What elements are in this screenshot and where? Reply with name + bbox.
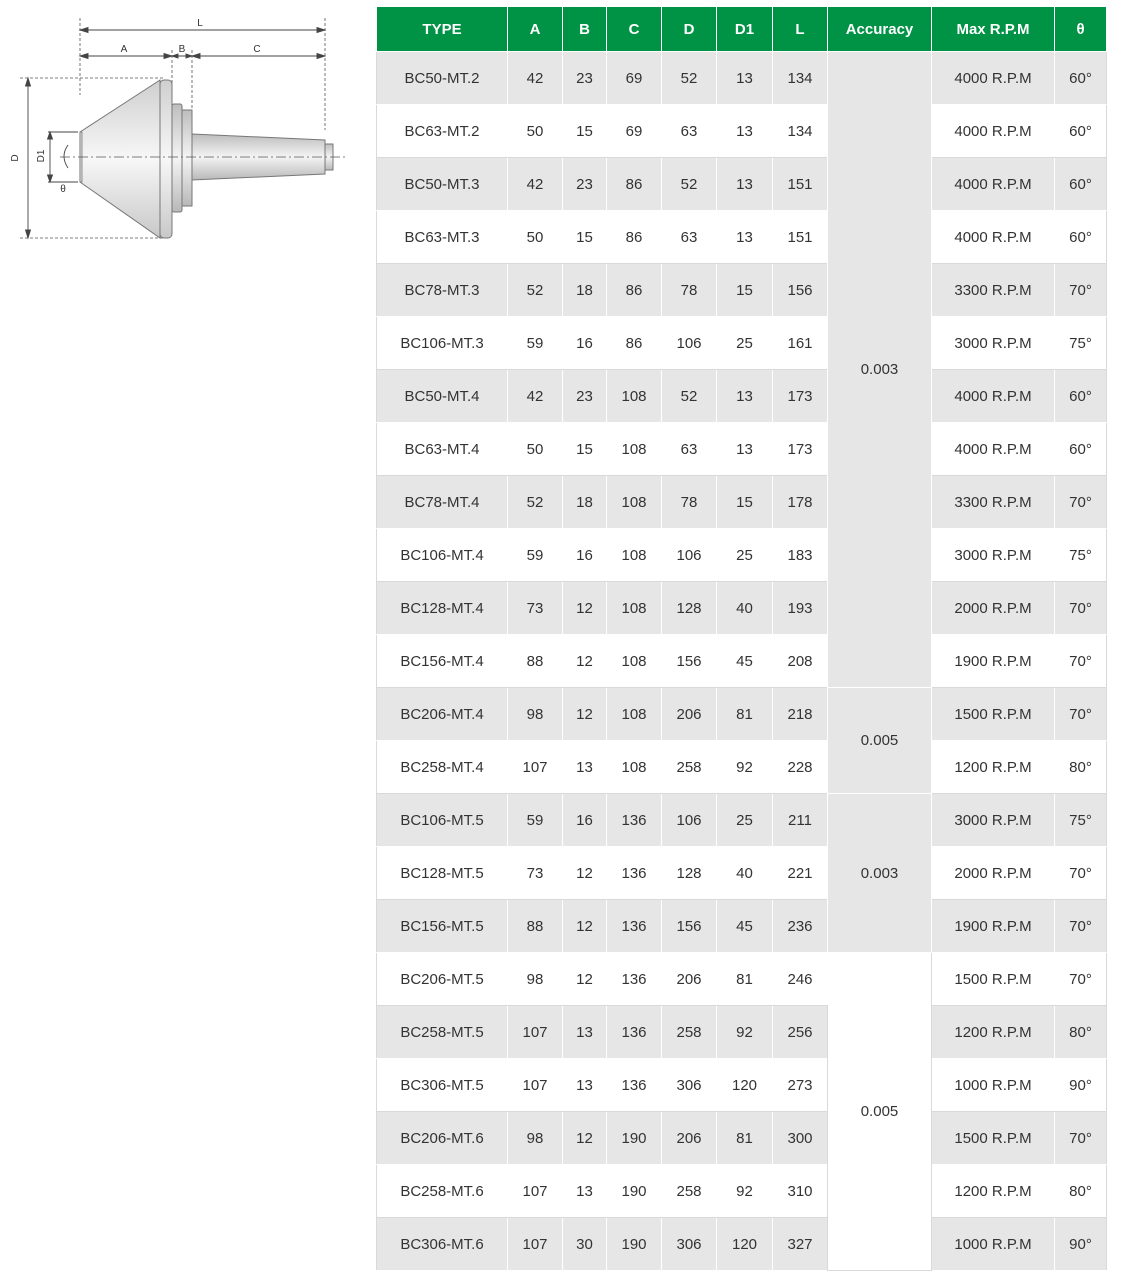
- cell-l: 211: [773, 794, 828, 847]
- cell-b: 13: [563, 1165, 607, 1218]
- cell-theta: 75°: [1055, 529, 1107, 582]
- cell-c: 69: [607, 52, 662, 105]
- cell-theta: 80°: [1055, 1165, 1107, 1218]
- cell-a: 52: [508, 476, 563, 529]
- cell-theta: 70°: [1055, 582, 1107, 635]
- cell-theta: 80°: [1055, 741, 1107, 794]
- table-row: [377, 741, 1107, 794]
- dimension-d: [26, 78, 31, 238]
- table-row: [377, 1059, 1107, 1112]
- cell-theta: 70°: [1055, 900, 1107, 953]
- cell-type: BC106-MT.4: [377, 529, 508, 582]
- cell-theta: 70°: [1055, 847, 1107, 900]
- cell-b: 12: [563, 582, 607, 635]
- table-row: [377, 529, 1107, 582]
- cell-max-rpm: 3300 R.P.M: [932, 264, 1055, 317]
- cell-b: 18: [563, 264, 607, 317]
- header-c: C: [607, 7, 662, 52]
- cell-max-rpm: 4000 R.P.M: [932, 52, 1055, 105]
- table-row: [377, 317, 1107, 370]
- cell-accuracy: 0.003: [828, 794, 932, 953]
- cell-max-rpm: 4000 R.P.M: [932, 158, 1055, 211]
- cell-l: 134: [773, 52, 828, 105]
- cell-l: 221: [773, 847, 828, 900]
- cell-theta: 90°: [1055, 1059, 1107, 1112]
- cell-d: 78: [662, 264, 717, 317]
- cell-max-rpm: 3000 R.P.M: [932, 794, 1055, 847]
- cell-max-rpm: 1900 R.P.M: [932, 635, 1055, 688]
- cell-d1: 40: [717, 847, 773, 900]
- cell-l: 134: [773, 105, 828, 158]
- label-l: L: [197, 18, 203, 29]
- cell-c: 190: [607, 1165, 662, 1218]
- cell-b: 16: [563, 794, 607, 847]
- cell-a: 52: [508, 264, 563, 317]
- cell-a: 42: [508, 52, 563, 105]
- cell-d: 63: [662, 105, 717, 158]
- cell-a: 50: [508, 423, 563, 476]
- cell-l: 256: [773, 1006, 828, 1059]
- cell-type: BC258-MT.5: [377, 1006, 508, 1059]
- cell-a: 50: [508, 211, 563, 264]
- cell-c: 136: [607, 1006, 662, 1059]
- header-d: D: [662, 7, 717, 52]
- cell-d: 128: [662, 847, 717, 900]
- table-row: [377, 370, 1107, 423]
- cell-accuracy: 0.005: [828, 953, 932, 1271]
- table-row: [377, 953, 1107, 1006]
- cell-type: BC258-MT.4: [377, 741, 508, 794]
- table-row: [377, 635, 1107, 688]
- cell-d: 52: [662, 158, 717, 211]
- cell-d1: 15: [717, 476, 773, 529]
- cell-b: 12: [563, 1112, 607, 1165]
- cell-max-rpm: 4000 R.P.M: [932, 423, 1055, 476]
- header-b: B: [563, 7, 607, 52]
- cell-d1: 13: [717, 211, 773, 264]
- cell-theta: 60°: [1055, 370, 1107, 423]
- cell-a: 88: [508, 635, 563, 688]
- cell-d: 63: [662, 211, 717, 264]
- cell-d1: 13: [717, 52, 773, 105]
- cell-c: 108: [607, 741, 662, 794]
- cell-d: 156: [662, 635, 717, 688]
- cell-max-rpm: 2000 R.P.M: [932, 582, 1055, 635]
- cell-d: 258: [662, 1006, 717, 1059]
- label-theta: θ: [60, 184, 66, 195]
- cell-b: 13: [563, 1059, 607, 1112]
- cell-b: 23: [563, 370, 607, 423]
- cell-l: 228: [773, 741, 828, 794]
- table-row: [377, 688, 1107, 741]
- cell-type: BC128-MT.5: [377, 847, 508, 900]
- cell-l: 236: [773, 900, 828, 953]
- dimension-abc: [80, 54, 325, 59]
- cell-b: 12: [563, 688, 607, 741]
- cell-d1: 92: [717, 741, 773, 794]
- cone-head: [160, 80, 172, 238]
- cell-max-rpm: 1200 R.P.M: [932, 1165, 1055, 1218]
- cell-b: 18: [563, 476, 607, 529]
- cell-accuracy: 0.005: [828, 688, 932, 794]
- cell-d: 206: [662, 1112, 717, 1165]
- cell-b: 23: [563, 158, 607, 211]
- cell-a: 98: [508, 1112, 563, 1165]
- cell-d: 306: [662, 1059, 717, 1112]
- cell-l: 156: [773, 264, 828, 317]
- header-d1: D1: [717, 7, 773, 52]
- cell-l: 173: [773, 423, 828, 476]
- cell-d1: 81: [717, 953, 773, 1006]
- cell-d: 52: [662, 52, 717, 105]
- header-l: L: [773, 7, 828, 52]
- cell-l: 246: [773, 953, 828, 1006]
- cell-d1: 13: [717, 158, 773, 211]
- cell-l: 193: [773, 582, 828, 635]
- cell-l: 151: [773, 211, 828, 264]
- theta-arc: [64, 145, 68, 168]
- cell-a: 107: [508, 1218, 563, 1271]
- cell-type: BC50-MT.2: [377, 52, 508, 105]
- cell-d: 156: [662, 900, 717, 953]
- cone-center-diagram: [0, 0, 370, 260]
- cell-d1: 13: [717, 423, 773, 476]
- cell-theta: 70°: [1055, 264, 1107, 317]
- cell-a: 73: [508, 582, 563, 635]
- table-body: [377, 52, 1107, 1271]
- cell-c: 86: [607, 158, 662, 211]
- cell-accuracy: 0.003: [828, 52, 932, 688]
- cell-d1: 25: [717, 794, 773, 847]
- table-row: [377, 847, 1107, 900]
- cell-max-rpm: 1200 R.P.M: [932, 1006, 1055, 1059]
- cell-a: 50: [508, 105, 563, 158]
- table-row: [377, 158, 1107, 211]
- cell-d: 306: [662, 1218, 717, 1271]
- cell-theta: 60°: [1055, 105, 1107, 158]
- cell-a: 107: [508, 1059, 563, 1112]
- cell-l: 178: [773, 476, 828, 529]
- cell-theta: 80°: [1055, 1006, 1107, 1059]
- cell-c: 69: [607, 105, 662, 158]
- cell-a: 42: [508, 370, 563, 423]
- cell-c: 108: [607, 582, 662, 635]
- cell-theta: 70°: [1055, 476, 1107, 529]
- table-row: [377, 1112, 1107, 1165]
- cell-c: 190: [607, 1218, 662, 1271]
- cell-b: 13: [563, 1006, 607, 1059]
- cell-type: BC156-MT.5: [377, 900, 508, 953]
- table-row: [377, 1165, 1107, 1218]
- cell-theta: 60°: [1055, 423, 1107, 476]
- label-d1: D1: [36, 149, 47, 163]
- cell-max-rpm: 1500 R.P.M: [932, 953, 1055, 1006]
- table-header-row: [377, 7, 1107, 52]
- cell-max-rpm: 1900 R.P.M: [932, 900, 1055, 953]
- cell-l: 183: [773, 529, 828, 582]
- spec-table: [376, 6, 1107, 1271]
- cell-max-rpm: 1000 R.P.M: [932, 1059, 1055, 1112]
- cell-max-rpm: 3000 R.P.M: [932, 317, 1055, 370]
- label-a: A: [120, 44, 128, 55]
- cell-b: 13: [563, 741, 607, 794]
- cell-b: 16: [563, 317, 607, 370]
- cell-l: 310: [773, 1165, 828, 1218]
- cell-c: 86: [607, 211, 662, 264]
- cell-d: 206: [662, 688, 717, 741]
- cell-theta: 90°: [1055, 1218, 1107, 1271]
- header-type: TYPE: [377, 7, 508, 52]
- cell-type: BC106-MT.5: [377, 794, 508, 847]
- cell-a: 107: [508, 1165, 563, 1218]
- table-row: [377, 423, 1107, 476]
- cell-d1: 40: [717, 582, 773, 635]
- cell-d: 258: [662, 1165, 717, 1218]
- cell-type: BC306-MT.5: [377, 1059, 508, 1112]
- cell-a: 98: [508, 953, 563, 1006]
- cell-type: BC156-MT.4: [377, 635, 508, 688]
- cell-d: 106: [662, 317, 717, 370]
- cell-c: 136: [607, 794, 662, 847]
- cell-c: 136: [607, 1059, 662, 1112]
- table-row: [377, 105, 1107, 158]
- cell-d1: 92: [717, 1165, 773, 1218]
- cell-l: 327: [773, 1218, 828, 1271]
- cell-l: 218: [773, 688, 828, 741]
- header-accuracy: Accuracy: [828, 7, 932, 52]
- cell-max-rpm: 4000 R.P.M: [932, 370, 1055, 423]
- cell-type: BC206-MT.6: [377, 1112, 508, 1165]
- table-row: [377, 1006, 1107, 1059]
- cell-c: 108: [607, 423, 662, 476]
- cell-max-rpm: 1200 R.P.M: [932, 741, 1055, 794]
- cell-c: 190: [607, 1112, 662, 1165]
- cell-max-rpm: 1000 R.P.M: [932, 1218, 1055, 1271]
- cell-b: 15: [563, 423, 607, 476]
- cell-d1: 120: [717, 1218, 773, 1271]
- cell-d1: 13: [717, 105, 773, 158]
- cell-theta: 60°: [1055, 52, 1107, 105]
- cell-a: 107: [508, 741, 563, 794]
- cell-theta: 75°: [1055, 317, 1107, 370]
- cell-b: 12: [563, 900, 607, 953]
- cell-c: 136: [607, 900, 662, 953]
- cell-type: BC106-MT.3: [377, 317, 508, 370]
- collar-step: [182, 110, 192, 206]
- collar: [172, 104, 182, 212]
- cell-d1: 81: [717, 688, 773, 741]
- cell-type: BC50-MT.3: [377, 158, 508, 211]
- label-d: D: [10, 154, 21, 162]
- cell-d1: 25: [717, 529, 773, 582]
- cell-b: 15: [563, 105, 607, 158]
- cell-l: 208: [773, 635, 828, 688]
- cell-a: 73: [508, 847, 563, 900]
- cell-d1: 81: [717, 1112, 773, 1165]
- cell-a: 107: [508, 1006, 563, 1059]
- cell-d: 106: [662, 529, 717, 582]
- table-row: [377, 52, 1107, 105]
- cell-type: BC206-MT.4: [377, 688, 508, 741]
- cell-d: 63: [662, 423, 717, 476]
- cell-d: 128: [662, 582, 717, 635]
- cell-max-rpm: 1500 R.P.M: [932, 688, 1055, 741]
- cell-l: 300: [773, 1112, 828, 1165]
- cell-theta: 60°: [1055, 158, 1107, 211]
- cell-c: 108: [607, 635, 662, 688]
- cell-c: 108: [607, 529, 662, 582]
- cell-b: 15: [563, 211, 607, 264]
- cell-c: 108: [607, 476, 662, 529]
- cell-type: BC306-MT.6: [377, 1218, 508, 1271]
- cell-theta: 70°: [1055, 635, 1107, 688]
- cell-theta: 70°: [1055, 953, 1107, 1006]
- cell-type: BC78-MT.3: [377, 264, 508, 317]
- cell-d: 52: [662, 370, 717, 423]
- cell-d: 206: [662, 953, 717, 1006]
- cell-d: 106: [662, 794, 717, 847]
- cell-max-rpm: 4000 R.P.M: [932, 105, 1055, 158]
- cell-theta: 60°: [1055, 211, 1107, 264]
- cell-max-rpm: 4000 R.P.M: [932, 211, 1055, 264]
- cell-type: BC206-MT.5: [377, 953, 508, 1006]
- cell-d1: 45: [717, 635, 773, 688]
- cell-b: 12: [563, 635, 607, 688]
- cell-max-rpm: 3300 R.P.M: [932, 476, 1055, 529]
- table-row: [377, 264, 1107, 317]
- cell-theta: 75°: [1055, 794, 1107, 847]
- cell-type: BC63-MT.3: [377, 211, 508, 264]
- cell-type: BC258-MT.6: [377, 1165, 508, 1218]
- cell-c: 86: [607, 264, 662, 317]
- header-a: A: [508, 7, 563, 52]
- cell-type: BC128-MT.4: [377, 582, 508, 635]
- cell-type: BC63-MT.4: [377, 423, 508, 476]
- cell-type: BC63-MT.2: [377, 105, 508, 158]
- cell-d1: 92: [717, 1006, 773, 1059]
- cell-c: 86: [607, 317, 662, 370]
- cell-d: 258: [662, 741, 717, 794]
- cell-d1: 15: [717, 264, 773, 317]
- cell-d1: 13: [717, 370, 773, 423]
- cell-d1: 25: [717, 317, 773, 370]
- cell-max-rpm: 2000 R.P.M: [932, 847, 1055, 900]
- table-row: [377, 582, 1107, 635]
- cell-l: 173: [773, 370, 828, 423]
- cell-c: 136: [607, 953, 662, 1006]
- cell-a: 88: [508, 900, 563, 953]
- cell-b: 30: [563, 1218, 607, 1271]
- cone-body: [80, 80, 160, 238]
- cell-d1: 120: [717, 1059, 773, 1112]
- cell-c: 108: [607, 688, 662, 741]
- cell-max-rpm: 3000 R.P.M: [932, 529, 1055, 582]
- cell-b: 12: [563, 953, 607, 1006]
- cell-l: 161: [773, 317, 828, 370]
- table-row: [377, 794, 1107, 847]
- table-row: [377, 1218, 1107, 1271]
- cell-b: 16: [563, 529, 607, 582]
- label-c: C: [253, 44, 261, 55]
- table-row: [377, 900, 1107, 953]
- cell-d: 78: [662, 476, 717, 529]
- cell-type: BC50-MT.4: [377, 370, 508, 423]
- cell-a: 59: [508, 317, 563, 370]
- cell-type: BC78-MT.4: [377, 476, 508, 529]
- table-row: [377, 476, 1107, 529]
- cell-a: 59: [508, 794, 563, 847]
- cell-a: 42: [508, 158, 563, 211]
- cell-l: 273: [773, 1059, 828, 1112]
- header-theta: θ: [1055, 7, 1107, 52]
- label-b: B: [178, 44, 186, 55]
- cell-c: 136: [607, 847, 662, 900]
- cell-b: 12: [563, 847, 607, 900]
- cell-c: 108: [607, 370, 662, 423]
- header-max-rpm: Max R.P.M: [932, 7, 1055, 52]
- cell-theta: 70°: [1055, 688, 1107, 741]
- table-row: [377, 211, 1107, 264]
- cell-a: 98: [508, 688, 563, 741]
- cell-a: 59: [508, 529, 563, 582]
- cell-b: 23: [563, 52, 607, 105]
- cell-max-rpm: 1500 R.P.M: [932, 1112, 1055, 1165]
- cell-theta: 70°: [1055, 1112, 1107, 1165]
- cell-d1: 45: [717, 900, 773, 953]
- cell-l: 151: [773, 158, 828, 211]
